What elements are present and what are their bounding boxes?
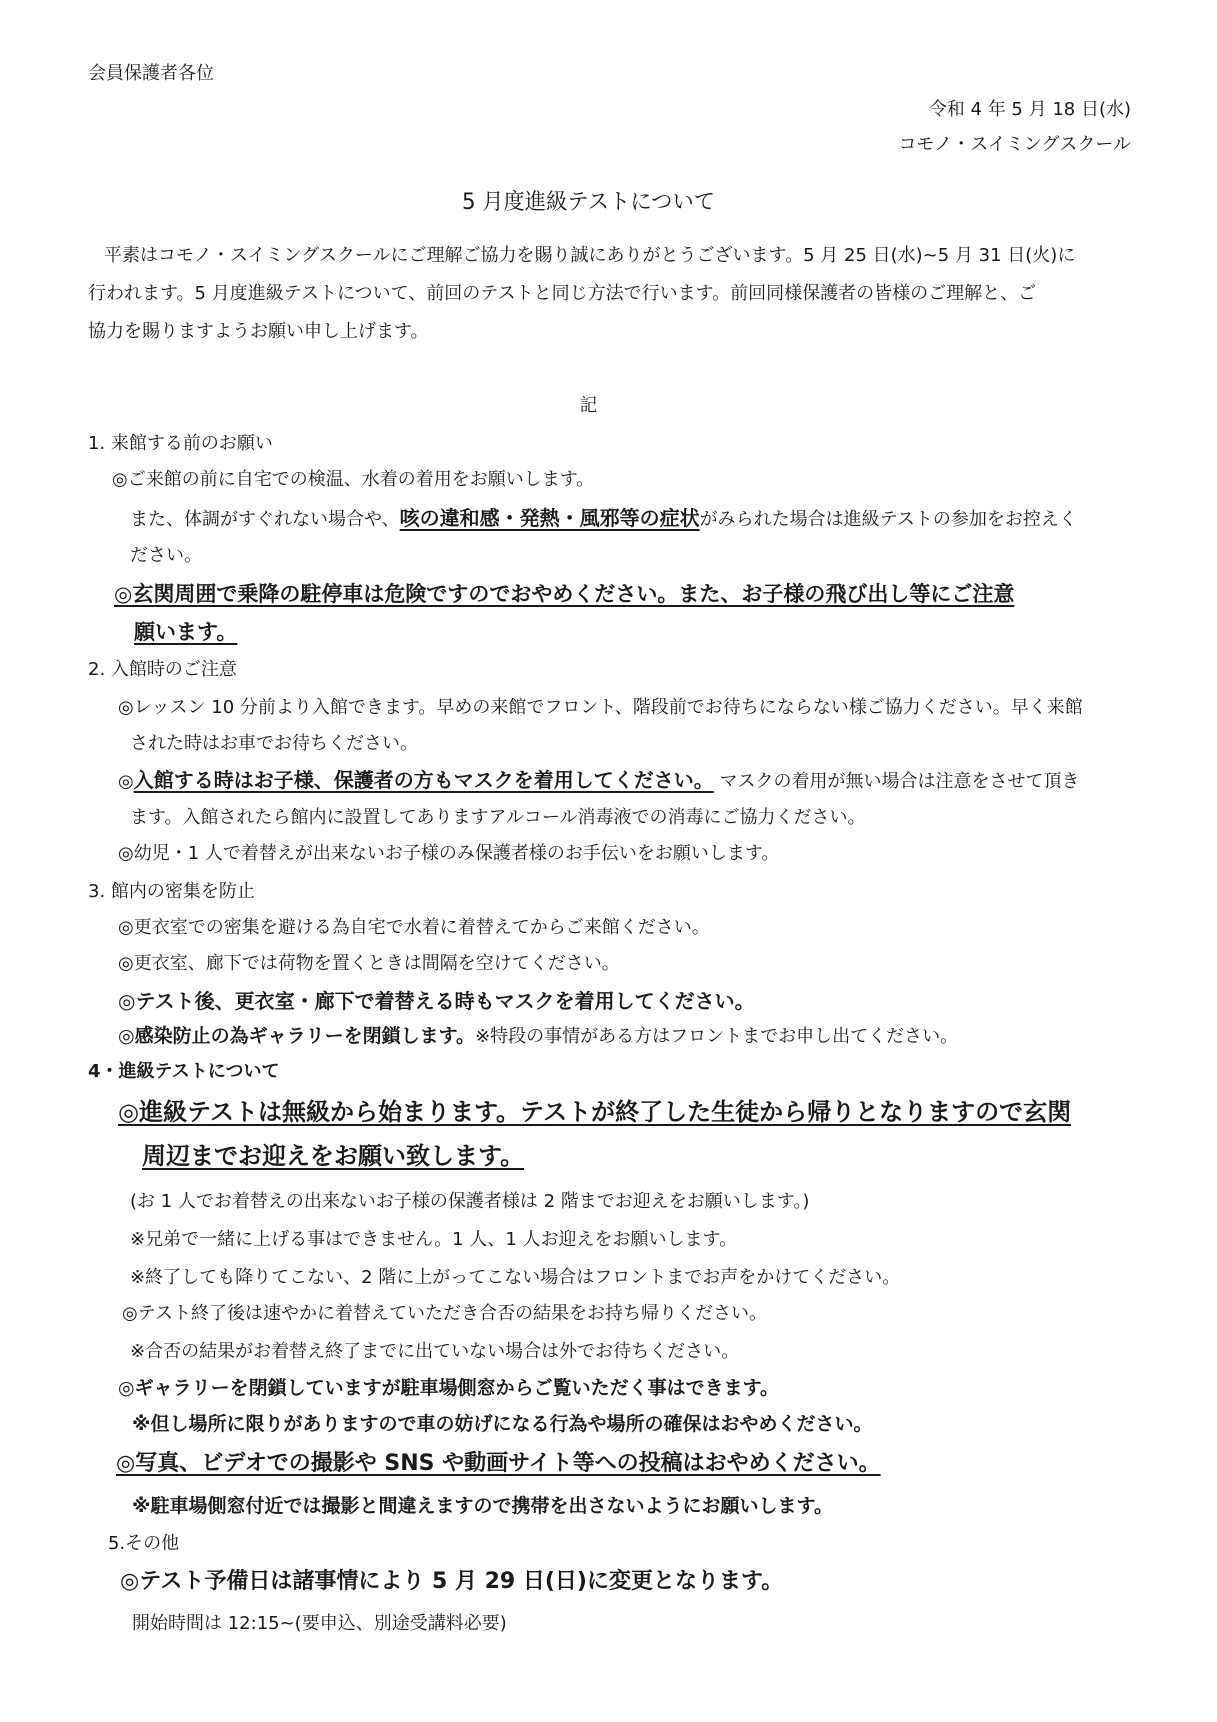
section-1-heading: 1. 来館する前のお願い bbox=[88, 433, 273, 454]
s3-line-3: ◎テスト後、更衣室・廊下で着替える時もマスクを着用してください。 bbox=[118, 989, 755, 1013]
s4-line-11: ※駐車場側窓付近では撮影と間違えますので携帯を出さないようにお願いします。 bbox=[132, 1495, 833, 1517]
s4-line-8: ◎ギャラリーを閉鎖していますが駐車場側窓からご覧いただく事はできます。 bbox=[118, 1377, 780, 1399]
s4-line-3: (お 1 人でお着替えの出来ないお子様の保護者様は 2 階までお迎えをお願いします。) bbox=[130, 1191, 810, 1212]
recipient: 会員保護者各位 bbox=[88, 63, 214, 84]
intro-line-3: 協力を賜りますようお願い申し上げます。 bbox=[88, 321, 429, 342]
s3-gallery-closed: ◎感染防止の為ギャラリーを閉鎖します。 bbox=[118, 1025, 476, 1047]
s2-mask-emphasis: 入館する時はお子様、保護者の方もマスクを着用してください。 bbox=[133, 768, 714, 792]
s2-line-3 bbox=[118, 768, 1079, 794]
sender: コモノ・スイミングスクール bbox=[898, 134, 1131, 155]
s3-line-4 bbox=[118, 1024, 958, 1049]
s4-line-7: ※合否の結果がお着替え終了までに出ていない場合は外でお待ちください。 bbox=[130, 1341, 740, 1362]
s1-parking-warning: ◎玄関周囲で乗降の駐停車は危険ですのでおやめください。また、お子様の飛び出し等にご注意 bbox=[114, 582, 1015, 606]
s2-line-4: ます。入館されたら館内に設置してありますアルコール消毒液での消毒にご協力ください。 bbox=[130, 807, 866, 828]
s2-line-3a: ◎ bbox=[118, 771, 134, 792]
s2-line-1: ◎レッスン 10 分前より入館できます。早めの来館でフロント、階段前でお待ちにならない様ご協力ください。早く来館 bbox=[118, 697, 1083, 718]
s1-parking-warning-cont: 願います。 bbox=[134, 620, 238, 644]
section-3-heading: 3. 館内の密集を防止 bbox=[88, 881, 255, 902]
s3-line-4b: ※特段の事情がある方はフロントまでお申し出てください。 bbox=[475, 1026, 959, 1047]
s5-line-2: 開始時間は 12:15~(要申込、別途受講料必要) bbox=[132, 1613, 507, 1634]
s3-line-1: ◎更衣室での密集を避ける為自宅で水着に着替えてからご来館ください。 bbox=[118, 917, 710, 938]
s1-line-2c: がみられた場合は進級テストの参加をお控えく bbox=[699, 509, 1077, 530]
section-2-heading: 2. 入館時のご注意 bbox=[88, 659, 237, 680]
s4-no-photo-warning: ◎写真、ビデオでの撮影や SNS や動画サイト等への投稿はおやめください。 bbox=[116, 1451, 881, 1476]
s3-line-2: ◎更衣室、廊下では荷物を置くときは間隔を空けてください。 bbox=[118, 953, 620, 974]
intro-line-2: 行われます。5 月度進級テストについて、前回のテストと同じ方法で行います。前回同様保護者の皆様のご理解と、ご bbox=[88, 283, 1037, 304]
s1-symptoms-emphasis: 咳の違和感・発熱・風邪等の症状 bbox=[399, 506, 700, 530]
intro-line-1: 平素はコモノ・スイミングスクールにご理解ご協力を賜り誠にありがとうございます。5 月 25 日(水)~5 月 31 日(火)に bbox=[104, 245, 1076, 266]
ki-heading: 記 bbox=[579, 395, 598, 416]
s4-line-6: ◎テスト終了後は速やかに着替えていただき合否の結果をお持ち帰りください。 bbox=[122, 1303, 767, 1324]
document-title: 5 月度進級テストについて bbox=[461, 190, 716, 215]
s1-line-3: ださい。 bbox=[130, 545, 202, 566]
s1-line-1: ◎ご来館の前に自宅での検温、水着の着用をお願いします。 bbox=[112, 469, 595, 490]
s4-line-4: ※兄弟で一緒に上げる事はできません。1 人、1 人お迎えをお願いします。 bbox=[130, 1229, 738, 1250]
section-5-heading: 5.その他 bbox=[108, 1533, 180, 1554]
s2-line-5: ◎幼児・1 人で着替えが出来ないお子様のみ保護者様のお手伝いをお願いします。 bbox=[118, 843, 780, 864]
s2-line-2: された時はお車でお待ちください。 bbox=[130, 733, 418, 754]
s4-line-5: ※終了しても降りてこない、2 階に上がってこない場合はフロントまでお声をかけてください。 bbox=[130, 1267, 901, 1288]
section-4-heading: 4・進級テストについて bbox=[88, 1061, 280, 1082]
s4-line-2: 周辺までお迎えをお願い致します。 bbox=[142, 1142, 525, 1170]
s4-line-9: ※但し場所に限りがありますので車の妨げになる行為や場所の確保はおやめください。 bbox=[132, 1413, 873, 1435]
s2-line-3c: マスクの着用が無い場合は注意をさせて頂き bbox=[713, 771, 1080, 792]
issue-date: 令和 4 年 5 月 18 日(水) bbox=[928, 99, 1131, 120]
s5-line-1: ◎テスト予備日は諸事情により 5 月 29 日(日)に変更となります。 bbox=[120, 1569, 784, 1594]
s1-line-2a: また、体調がすぐれない場合や、 bbox=[130, 509, 400, 530]
s4-line-1: ◎進級テストは無級から始まります。テストが終了した生徒から帰りとなりますので玄関 bbox=[118, 1098, 1072, 1126]
s1-line-2 bbox=[130, 506, 1077, 532]
